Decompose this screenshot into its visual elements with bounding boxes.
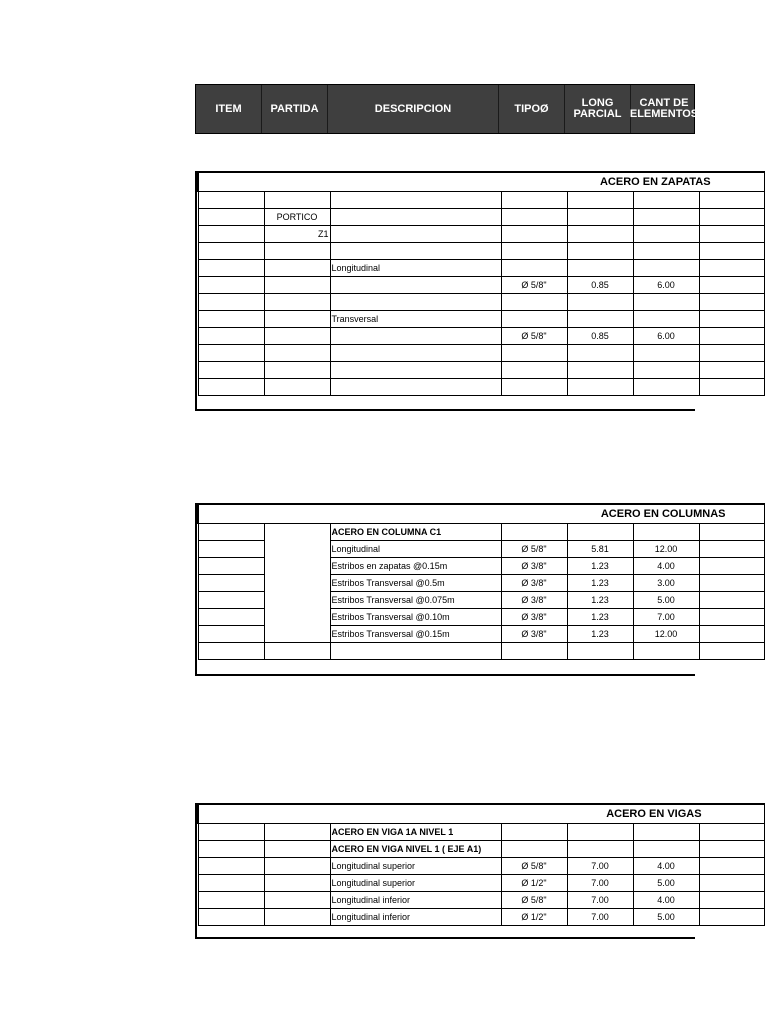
section-title [198,504,764,523]
table-row [198,225,764,242]
desc-cell: ACERO EN VIGA 1A NIVEL 1 [330,823,501,840]
desc-cell: Longitudinal superior [330,857,501,874]
cant-cell: 4.00 [633,557,699,574]
table-row [198,293,764,310]
tipo-cell: Ø 5/8" [501,327,567,344]
table-row [198,642,764,659]
desc-cell: ACERO EN VIGA NIVEL 1 ( EJE A1) [330,840,501,857]
section-vigas [195,803,702,939]
table-row [198,310,764,327]
vigas-table [197,803,765,926]
table-row [198,378,764,395]
cant-cell: 4.00 [633,891,699,908]
desc-cell: Estribos Transversal @0.15m [330,625,501,642]
tipo-cell: Ø 1/2" [501,874,567,891]
cant-cell: 5.00 [633,591,699,608]
cant-cell: 12.00 [633,540,699,557]
tipo-cell: Ø 5/8" [501,857,567,874]
desc-cell: Transversal [330,310,501,327]
tipo-cell: Ø 1/2" [501,908,567,925]
desc-cell: Longitudinal inferior [330,908,501,925]
cant-cell: 5.00 [633,908,699,925]
header-long-line2: PARCIAL [573,108,622,120]
column-header-bar [195,84,699,134]
header-cant-line2: ELEMENTOS [629,108,699,120]
tipo-cell: Ø 3/8" [501,574,567,591]
tipo-cell: Ø 3/8" [501,625,567,642]
table-row [198,327,764,344]
desc-cell: Estribos en zapatas @0.15m [330,557,501,574]
columnas-table [197,503,765,660]
long-cell: 1.23 [567,591,633,608]
cant-cell: 5.00 [633,874,699,891]
columnas-title-text: ACERO EN COLUMNAS [600,507,726,520]
table-row [198,523,764,540]
header-descripcion: DESCRIPCION [328,85,499,133]
table-row [198,840,764,857]
header-cant-line1: CANT DE [639,97,689,109]
long-cell: 7.00 [567,874,633,891]
header-long-line1: LONG [581,97,614,109]
header-tipo: TIPOØ [499,85,565,133]
long-cell: 7.00 [567,857,633,874]
table-row [198,891,764,908]
long-cell: 1.23 [567,625,633,642]
cant-cell: 12.00 [633,625,699,642]
section-title [198,172,764,191]
desc-cell: Longitudinal inferior [330,891,501,908]
header-partida: PARTIDA [262,85,328,133]
section-title [198,804,764,823]
desc-cell: Longitudinal superior [330,874,501,891]
partida-cell: Z1 [264,225,330,242]
long-cell: 5.81 [567,540,633,557]
desc-cell: Estribos Transversal @0.10m [330,608,501,625]
table-row [198,276,764,293]
table-row [198,857,764,874]
header-item: ITEM [196,85,262,133]
desc-cell: Estribos Transversal @0.075m [330,591,501,608]
header-long-parcial [565,85,631,133]
tipo-cell: Ø 5/8" [501,540,567,557]
desc-cell: Longitudinal [330,540,501,557]
section-zapatas [195,171,711,411]
table-row [198,908,764,925]
long-cell: 1.23 [567,608,633,625]
long-cell: 1.23 [567,557,633,574]
long-cell: 1.23 [567,574,633,591]
desc-cell: Longitudinal [330,259,501,276]
table-row [198,823,764,840]
table-row [198,874,764,891]
table-row [198,208,764,225]
tipo-cell: Ø 5/8" [501,276,567,293]
cant-cell: 7.00 [633,608,699,625]
table-row [198,191,764,208]
long-cell: 0.85 [567,276,633,293]
cant-cell: 4.00 [633,857,699,874]
table-row [198,344,764,361]
table-row [198,361,764,378]
table-row [198,259,764,276]
tipo-cell: Ø 3/8" [501,608,567,625]
vigas-title-text: ACERO EN VIGAS [606,807,702,820]
table-row [198,242,764,259]
tipo-cell: Ø 5/8" [501,891,567,908]
header-cant-elementos [631,85,697,133]
zapatas-table [197,171,765,396]
long-cell: 7.00 [567,891,633,908]
desc-cell: Estribos Transversal @0.5m [330,574,501,591]
zapatas-title-text: ACERO EN ZAPATAS [599,175,711,188]
cant-cell: 6.00 [633,327,699,344]
long-cell: 0.85 [567,327,633,344]
cant-cell: 3.00 [633,574,699,591]
desc-cell: ACERO EN COLUMNA C1 [330,523,501,540]
tipo-cell: Ø 3/8" [501,557,567,574]
section-columnas [195,503,726,676]
partida-cell: PORTICO [264,208,330,225]
tipo-cell: Ø 3/8" [501,591,567,608]
cant-cell: 6.00 [633,276,699,293]
long-cell: 7.00 [567,908,633,925]
